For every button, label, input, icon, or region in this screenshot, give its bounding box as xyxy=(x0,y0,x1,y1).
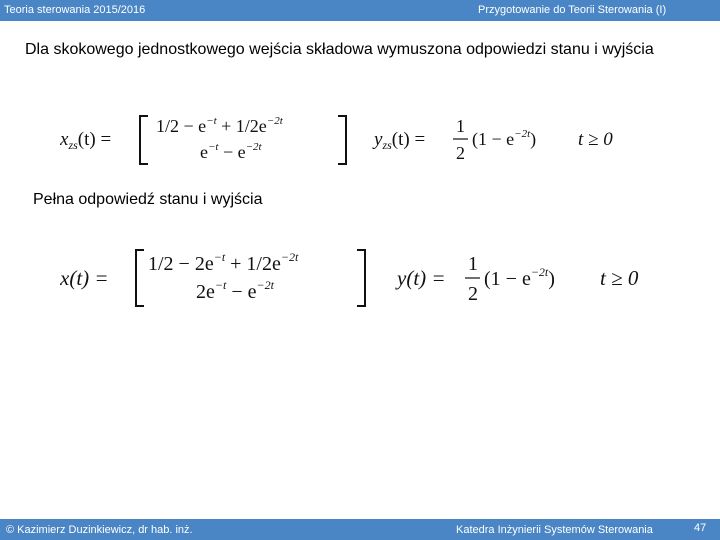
full-output-expression: $(1 - e^{-2t})$ xyxy=(484,265,555,290)
right-bracket xyxy=(338,116,346,164)
state-subscript: zs xyxy=(68,138,78,152)
lecture-title: Przygotowanie do Teorii Sterowania (I) xyxy=(478,4,667,16)
full-fraction-denominator: 2 xyxy=(468,283,478,305)
full-time-condition: t ≥ 0 xyxy=(600,266,639,290)
full-matrix-row-2: $2e^{-t} - e^{-2t}$ xyxy=(196,278,274,303)
course-title: Teoria sterowania 2015/2016 xyxy=(4,4,146,16)
full-output-lhs: y(t) = xyxy=(397,266,446,290)
matrix-row-2: $e^{-t} - e^{-2t}$ xyxy=(200,141,262,162)
full-right-bracket xyxy=(357,250,365,306)
output-argument: (t) = xyxy=(391,129,426,150)
full-response-heading: Pełna odpowiedź stanu i wyjścia xyxy=(33,191,263,208)
state-symbol: x xyxy=(60,129,69,150)
output-symbol: y xyxy=(374,129,383,150)
fraction-denominator: 2 xyxy=(456,143,465,163)
full-left-bracket xyxy=(136,250,144,306)
svg-text:xzs(t) = xyxy=(60,129,111,152)
footer-bar xyxy=(0,519,720,540)
department-name: Katedra Inżynierii Systemów Sterowania xyxy=(456,524,653,536)
full-fraction-numerator: 1 xyxy=(468,253,478,275)
page-number: 47 xyxy=(694,522,707,534)
matrix-row-1: $1/2 - e^{-t} + 1/2e^{-2t}$ xyxy=(156,115,283,136)
forced-response-equation xyxy=(60,112,700,168)
output-subscript: zs xyxy=(382,138,392,152)
left-bracket xyxy=(140,116,148,164)
full-response-equation xyxy=(60,246,720,310)
forced-response-heading: Dla skokowego jednostkowego wejścia składowa wymuszona odpowiedzi stanu i wyjścia xyxy=(25,41,654,58)
output-expression: $(1 - e^{-2t})$ xyxy=(472,128,537,149)
author-credit: © Kazimierz Duzinkiewicz, dr hab. inż. xyxy=(6,524,193,536)
header-bar xyxy=(0,0,720,21)
full-matrix-row-1: $1/2 - 2e^{-t} + 1/2e^{-2t}$ xyxy=(148,250,299,275)
svg-text:yzs(t) = xyxy=(372,129,425,152)
time-condition: t ≥ 0 xyxy=(578,129,613,150)
fraction-numerator: 1 xyxy=(456,116,465,136)
full-state-lhs: x(t) = xyxy=(60,266,109,290)
state-argument: (t) = xyxy=(77,129,112,150)
